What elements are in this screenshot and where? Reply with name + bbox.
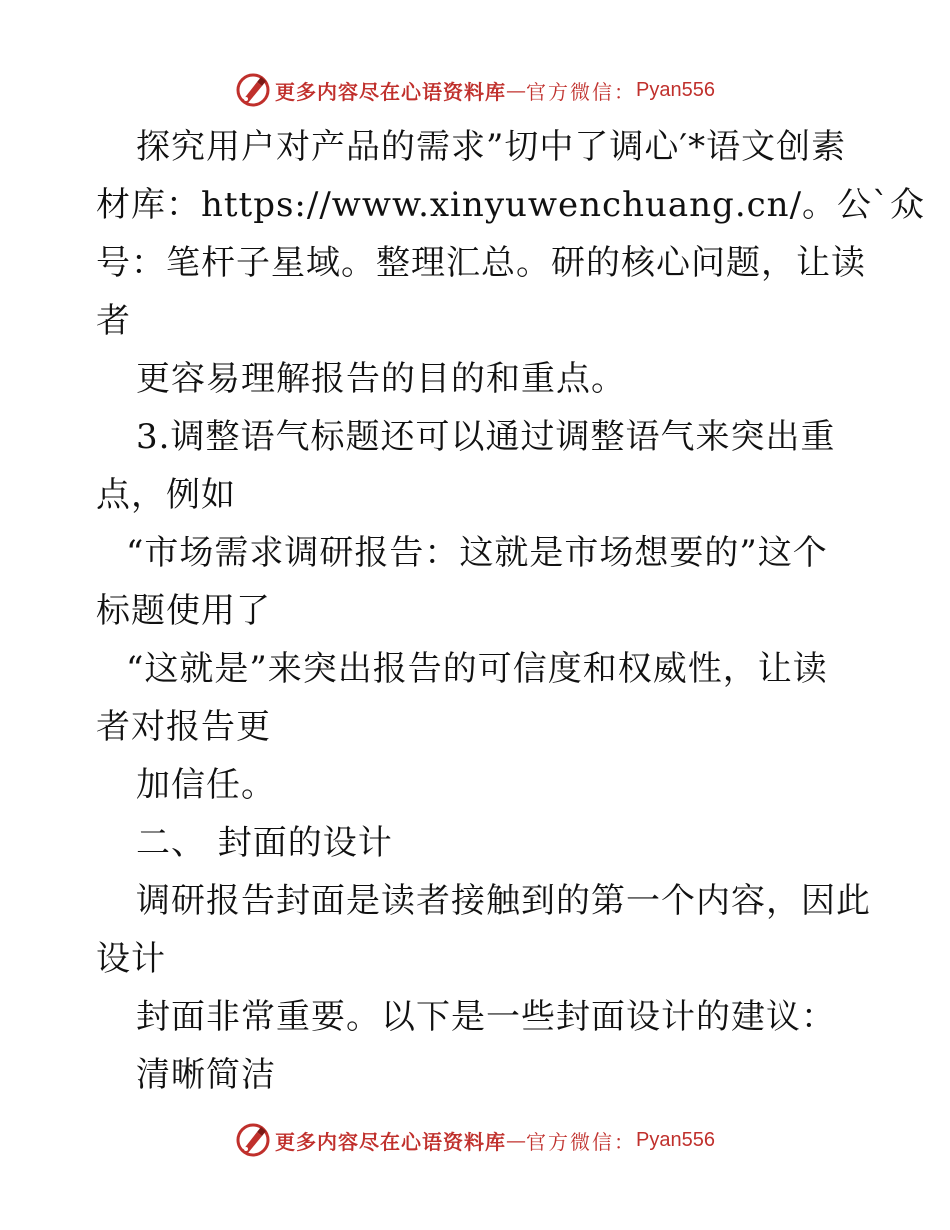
banner-wechat-id: Pyan556 [636,1128,715,1151]
body-line: 设计 [96,939,166,979]
banner-separator: — [506,78,527,102]
banner-wechat-id: Pyan556 [636,78,715,101]
banner-wechat-label: 官方微信： [526,79,637,104]
banner-text: 更多内容尽在心语资料库 [275,79,507,104]
body-line: 点，例如 [96,475,236,515]
section-heading: 二、 封面的设计 [136,823,393,863]
document-body [96,118,926,1104]
body-line: “这就是”来突出报告的可信度和权威性，让读 [126,649,828,689]
pen-logo-icon [235,72,271,108]
banner-wechat-label: 官方微信： [526,1129,637,1154]
body-line: 3.调整语气标题还可以通过调整语气来突出重 [136,417,836,457]
banner-separator: — [506,1128,527,1152]
body-line: 号：笔杆子星域。整理汇总。研的核心问题，让读 [96,243,866,283]
pen-logo-icon [235,1122,271,1158]
body-line: 加信任。 [136,765,276,805]
body-line: 调研报告封面是读者接触到的第一个内容，因此 [136,881,871,921]
footer-banner [0,1120,950,1160]
body-line: 探究用户对产品的需求”切中了调心′*语文创素 [136,127,847,167]
body-line: 者 [96,301,131,341]
body-line: 清晰简洁 [136,1055,276,1095]
header-banner [0,70,950,110]
banner-text: 更多内容尽在心语资料库 [275,1129,507,1154]
body-line: “市场需求调研报告：这就是市场想要的”这个 [126,533,828,573]
body-line: 者对报告更 [96,707,271,747]
body-line: 标题使用了 [96,591,271,631]
body-line: 材库：https://www.xinyuwenchuang.cn/。公`众 [96,185,926,225]
body-line: 封面非常重要。以下是一些封面设计的建议： [136,997,836,1037]
body-line: 更容易理解报告的目的和重点。 [136,359,626,399]
